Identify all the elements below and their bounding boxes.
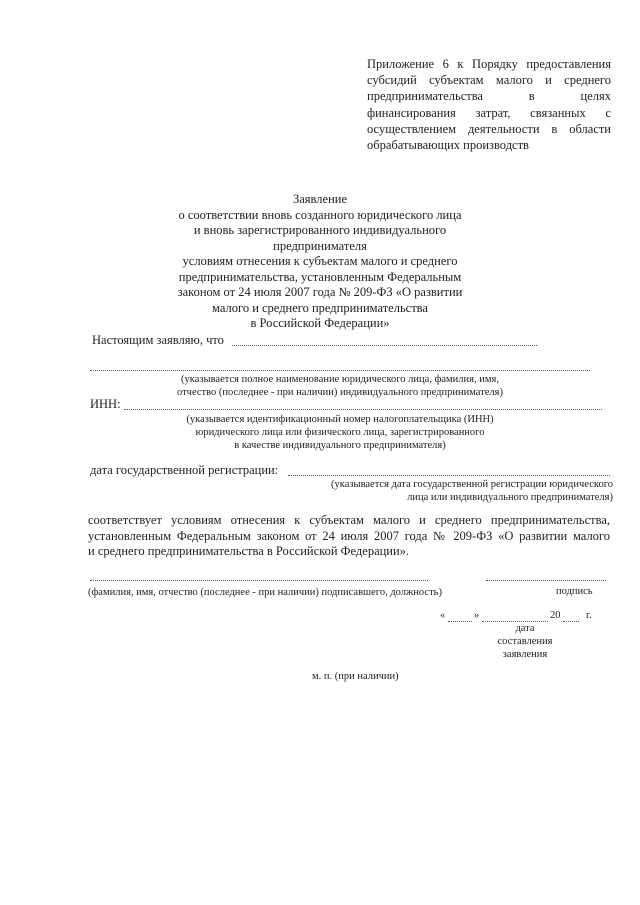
inn-hint: (указывается идентификационный номер налогоплательщика (ИНН) юридического лица или физического лица, зарегистрированного в качестве индивидуального предпринимателя) xyxy=(186,414,494,451)
statement-line: установленным Федеральным законом от 24 июля 2007 года № 209-ФЗ «О развитии малого xyxy=(88,528,610,543)
signature-field[interactable] xyxy=(486,580,606,581)
registration-hint: (указывается дата государственной регистрации юридического лица или индивидуального предпринимателя) xyxy=(331,479,613,503)
title-line: в Российской Федерации» xyxy=(250,316,390,330)
organization-name-field[interactable] xyxy=(232,345,537,346)
statement-line: соответствует условиям отнесения к субъектам малого и среднего предпринимательства, xyxy=(88,513,610,527)
appendix-line: финансирования затрат, связанных с xyxy=(367,105,611,120)
appendix-line: Приложение 6 к Порядку предоставления xyxy=(367,57,611,71)
date-hint: дата составления заявления xyxy=(497,623,553,660)
document-title xyxy=(150,192,490,332)
date-close-quote: » xyxy=(474,610,480,621)
signatory-hint: (фамилия, имя, отчество (последнее - при наличии) подписавшего, должность) xyxy=(88,587,442,598)
statement-line: и среднего предпринимательства в Российской Федерации». xyxy=(88,544,410,559)
registration-date-field[interactable] xyxy=(288,475,610,476)
inn-field[interactable] xyxy=(124,409,602,410)
signatory-name-field[interactable] xyxy=(90,580,428,581)
declare-hint: (указывается полное наименование юридического лица, фамилия, имя, отчество (последнее - при наличии) индивидуального предпринимателя) xyxy=(176,374,503,398)
title-line: малого и среднего предпринимательства xyxy=(212,300,428,315)
date-year-suffix: г. xyxy=(586,610,592,621)
date-day-field[interactable] xyxy=(448,621,472,622)
compliance-statement xyxy=(88,513,610,560)
signature-hint: подпись xyxy=(556,586,593,597)
date-year-prefix: 20 xyxy=(550,610,561,621)
organization-name-field-continued[interactable] xyxy=(90,370,590,371)
appendix-line: предпринимательства в целях xyxy=(367,89,611,104)
appendix-note xyxy=(367,56,611,153)
declare-label: Настоящим заявляю, что xyxy=(92,333,224,347)
title-line: законом от 24 июля 2007 года № 209-ФЗ «О развитии xyxy=(177,285,463,299)
appendix-line: субсидий субъектам малого и среднего xyxy=(367,73,611,88)
title-line: условиям отнесения к субъектам малого и среднего xyxy=(182,254,458,268)
stamp-note: м. п. (при наличии) xyxy=(312,671,399,682)
title-line: предпринимательства, установленным Федеральным xyxy=(178,269,462,284)
title-heading: Заявление xyxy=(292,192,347,206)
registration-label: дата государственной регистрации: xyxy=(90,463,279,477)
title-line: и вновь зарегистрированного индивидуального предпринимателя xyxy=(193,223,447,253)
date-open-quote: « xyxy=(440,610,446,621)
title-line: о соответствии вновь созданного юридического лица xyxy=(178,207,462,222)
appendix-line: осуществлением деятельности в области xyxy=(367,121,611,136)
appendix-line: обрабатывающих производств xyxy=(367,138,529,153)
inn-label: ИНН: xyxy=(90,397,121,411)
